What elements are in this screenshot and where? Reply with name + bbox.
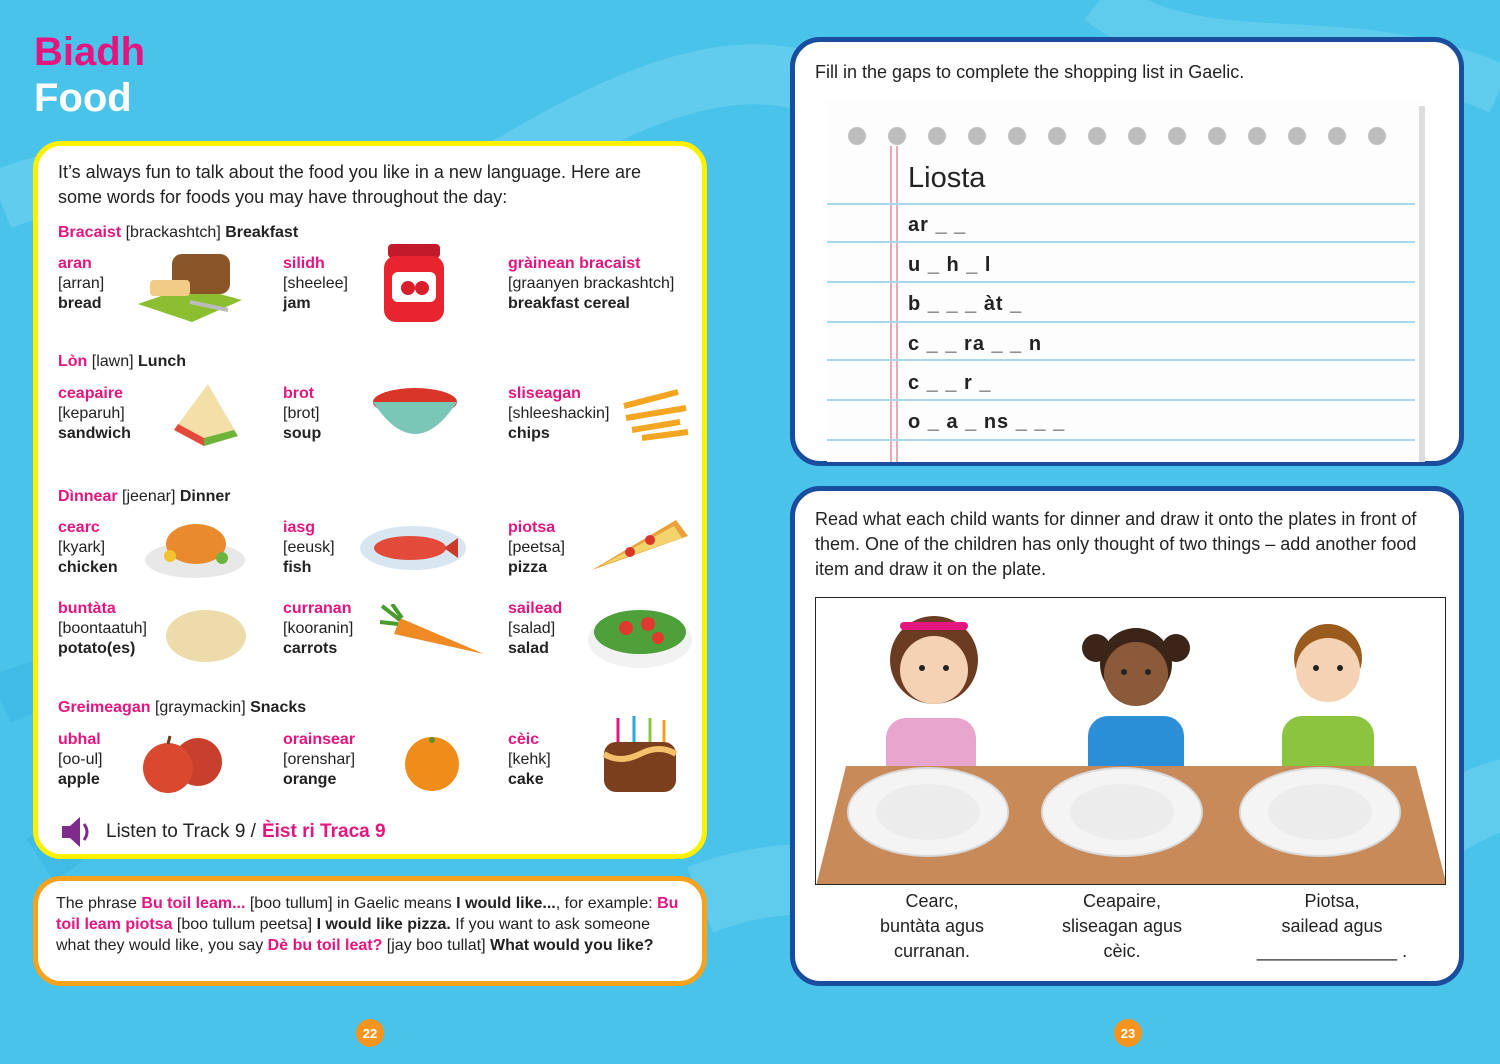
vocab-item	[283, 599, 353, 659]
cake-icon	[600, 712, 680, 796]
children-illustration	[816, 598, 1446, 885]
item-gaelic: sailead	[508, 600, 563, 617]
item-gaelic: cèic	[508, 731, 540, 748]
child-girl-pink	[886, 616, 978, 788]
pizza-icon	[590, 516, 690, 574]
salad-icon	[586, 598, 694, 670]
item-pron: [keparuh]	[58, 405, 125, 422]
chips-icon	[618, 386, 692, 442]
phrase-text: [boo tullum] in Gaelic means	[245, 895, 457, 912]
phrase-text: [boo tullum peetsa]	[172, 916, 317, 933]
item-english: cake	[508, 771, 544, 788]
caption-line: buntàta agus	[879, 916, 985, 936]
phrase-text: , for example:	[555, 895, 658, 912]
listen-track[interactable]	[58, 814, 386, 850]
orange-icon	[402, 734, 462, 792]
item-gaelic: piotsa	[508, 519, 556, 536]
vocab-item	[283, 384, 321, 444]
vocab-item	[508, 384, 609, 444]
item-pron: [orenshar]	[283, 751, 356, 768]
intro-text: It’s always fun to talk about the food you like in a new language. Here are some words for foods you may have throughout the day:	[58, 162, 642, 207]
item-pron: [graanyen brackashtch]	[508, 275, 675, 292]
phrase-english: I would like pizza.	[316, 916, 451, 933]
item-gaelic: sliseagan	[508, 385, 581, 402]
vocab-item	[58, 730, 102, 790]
vocab-item	[508, 518, 565, 578]
shopping-instruction: Fill in the gaps to complete the shopping list in Gaelic.	[815, 62, 1245, 82]
section-english: Snacks	[250, 699, 307, 716]
dinner-instruction: Read what each child wants for dinner and draw it onto the plates in front of them. One of the children has only thought of two things – add another food item and draw it on the plate.	[815, 509, 1417, 579]
list-title: Liosta	[908, 162, 986, 194]
item-gaelic: orainsear	[283, 731, 356, 748]
item-pron: [arran]	[58, 275, 105, 292]
item-pron: [peetsa]	[508, 539, 565, 556]
speaker-icon	[58, 814, 94, 850]
dinner-activity-panel	[790, 486, 1464, 986]
item-pron: [kehk]	[508, 751, 551, 768]
page-title-english: Food	[34, 76, 132, 120]
vocabulary-panel	[33, 141, 707, 859]
phrase-english: What would you like?	[489, 937, 654, 954]
caption-line: Piotsa,	[1304, 891, 1360, 911]
item-gaelic: gràinean bracaist	[508, 255, 641, 272]
page-number-right: 23	[1114, 1019, 1142, 1047]
item-pron: [sheelee]	[283, 275, 348, 292]
phrase-gaelic: Bu toil leam piotsa	[56, 895, 679, 933]
carrot-icon	[378, 604, 488, 660]
vocab-item	[58, 254, 104, 314]
soup-bowl-icon	[370, 386, 460, 448]
item-pron: [brot]	[283, 405, 320, 422]
item-english: breakfast cereal	[508, 295, 630, 312]
gap-word[interactable]: u _ h _ l	[908, 254, 992, 276]
vocab-item	[283, 730, 355, 790]
item-english: salad	[508, 640, 549, 657]
item-english: soup	[283, 425, 322, 442]
gap-word[interactable]: b _ _ _ àt _	[908, 293, 1023, 315]
vocab-item	[508, 730, 551, 790]
gap-word[interactable]: c _ _ ra _ _ n	[908, 333, 1043, 355]
item-pron: [kyark]	[58, 539, 106, 556]
item-pron: [eeusk]	[283, 539, 335, 556]
listen-gaelic: Èist ri Traca 9	[261, 821, 386, 842]
item-gaelic: ceapaire	[58, 385, 123, 402]
section-breakfast-heading	[58, 224, 298, 242]
phrase-gaelic: Bu toil leam...	[141, 895, 246, 912]
vocab-item	[58, 384, 131, 444]
phrase-text: The phrase	[56, 895, 142, 912]
section-gaelic: Dìnnear	[58, 488, 118, 505]
jam-jar-icon	[380, 242, 448, 326]
item-english: orange	[283, 771, 337, 788]
child-girl-blue	[1082, 628, 1190, 788]
caption-line: Ceapaire,	[1082, 891, 1162, 911]
item-pron: [kooranin]	[283, 620, 354, 637]
sandwich-icon	[164, 380, 244, 450]
listen-english: Listen to Track 9 /	[106, 821, 256, 842]
item-english: potato(es)	[58, 640, 136, 657]
item-english: apple	[58, 771, 100, 788]
notepad	[827, 100, 1425, 462]
section-pron: [brackashtch]	[125, 224, 221, 241]
shopping-list-panel	[790, 37, 1464, 466]
item-pron: [shleeshackin]	[508, 405, 610, 422]
section-gaelic: Bracaist	[58, 224, 122, 241]
caption-child-2	[1022, 889, 1222, 964]
item-english: carrots	[283, 640, 338, 657]
section-gaelic: Lòn	[58, 353, 88, 370]
chicken-icon	[142, 516, 248, 580]
vocab-item	[283, 518, 335, 578]
item-english: sandwich	[58, 425, 131, 442]
caption-line: curranan.	[893, 941, 971, 961]
section-snacks-heading	[58, 699, 306, 717]
vocab-item	[58, 599, 147, 659]
item-english: bread	[58, 295, 102, 312]
section-english: Dinner	[179, 488, 231, 505]
potato-icon	[164, 608, 248, 664]
vocab-item	[508, 599, 562, 659]
item-gaelic: ubhal	[58, 731, 101, 748]
item-english: chicken	[58, 559, 118, 576]
caption-line: sailead agus	[1281, 916, 1383, 936]
vocab-item	[58, 518, 118, 578]
item-pron: [boontaatuh]	[58, 620, 147, 637]
page-number-left: 22	[356, 1019, 384, 1047]
item-gaelic: iasg	[283, 519, 316, 536]
item-gaelic: buntàta	[58, 600, 116, 617]
item-gaelic: silidh	[283, 255, 325, 272]
item-english: chips	[508, 425, 550, 442]
phrase-text: [jay boo tullat]	[382, 937, 490, 954]
fish-icon	[358, 522, 468, 574]
item-pron: [salad]	[508, 620, 556, 637]
section-pron: [graymackin]	[154, 699, 246, 716]
item-gaelic: curranan	[283, 600, 352, 617]
item-english: pizza	[508, 559, 548, 576]
section-lunch-heading	[58, 353, 186, 371]
caption-line: cèic.	[1103, 941, 1141, 961]
item-english: jam	[283, 295, 311, 312]
gap-word[interactable]: o _ a _ ns _ _ _	[908, 411, 1066, 433]
vocab-item	[508, 254, 674, 314]
caption-child-3	[1232, 889, 1432, 964]
phrase-text: If you want to ask someone what they would like, you say	[56, 916, 651, 954]
section-english: Breakfast	[225, 224, 299, 241]
phrase-gaelic: Dè bu toil leat?	[267, 937, 383, 954]
phrase-panel	[33, 876, 707, 986]
caption-answer-blank[interactable]: ______________ .	[1256, 941, 1408, 961]
caption-child-1	[832, 889, 1032, 964]
child-boy-green	[1282, 624, 1374, 788]
bread-icon	[130, 246, 250, 326]
section-english: Lunch	[138, 353, 187, 370]
apple-icon	[138, 732, 228, 794]
section-gaelic: Greimeagan	[58, 699, 151, 716]
item-gaelic: cearc	[58, 519, 100, 536]
page-title-gaelic: Biadh	[34, 30, 146, 74]
gap-word[interactable]: c _ _ r _	[908, 372, 992, 394]
item-gaelic: aran	[58, 255, 92, 272]
phrase-english: I would like...	[456, 895, 556, 912]
section-pron: [lawn]	[91, 353, 134, 370]
section-pron: [jeenar]	[122, 488, 176, 505]
item-gaelic: brot	[283, 385, 315, 402]
vocab-item	[283, 254, 348, 314]
caption-line: Cearc,	[905, 891, 959, 911]
gap-word[interactable]: ar _ _	[908, 214, 967, 236]
item-pron: [oo-ul]	[58, 751, 103, 768]
section-dinner-heading	[58, 488, 231, 506]
item-english: fish	[283, 559, 312, 576]
caption-line: sliseagan agus	[1061, 916, 1183, 936]
children-scene	[815, 597, 1446, 885]
